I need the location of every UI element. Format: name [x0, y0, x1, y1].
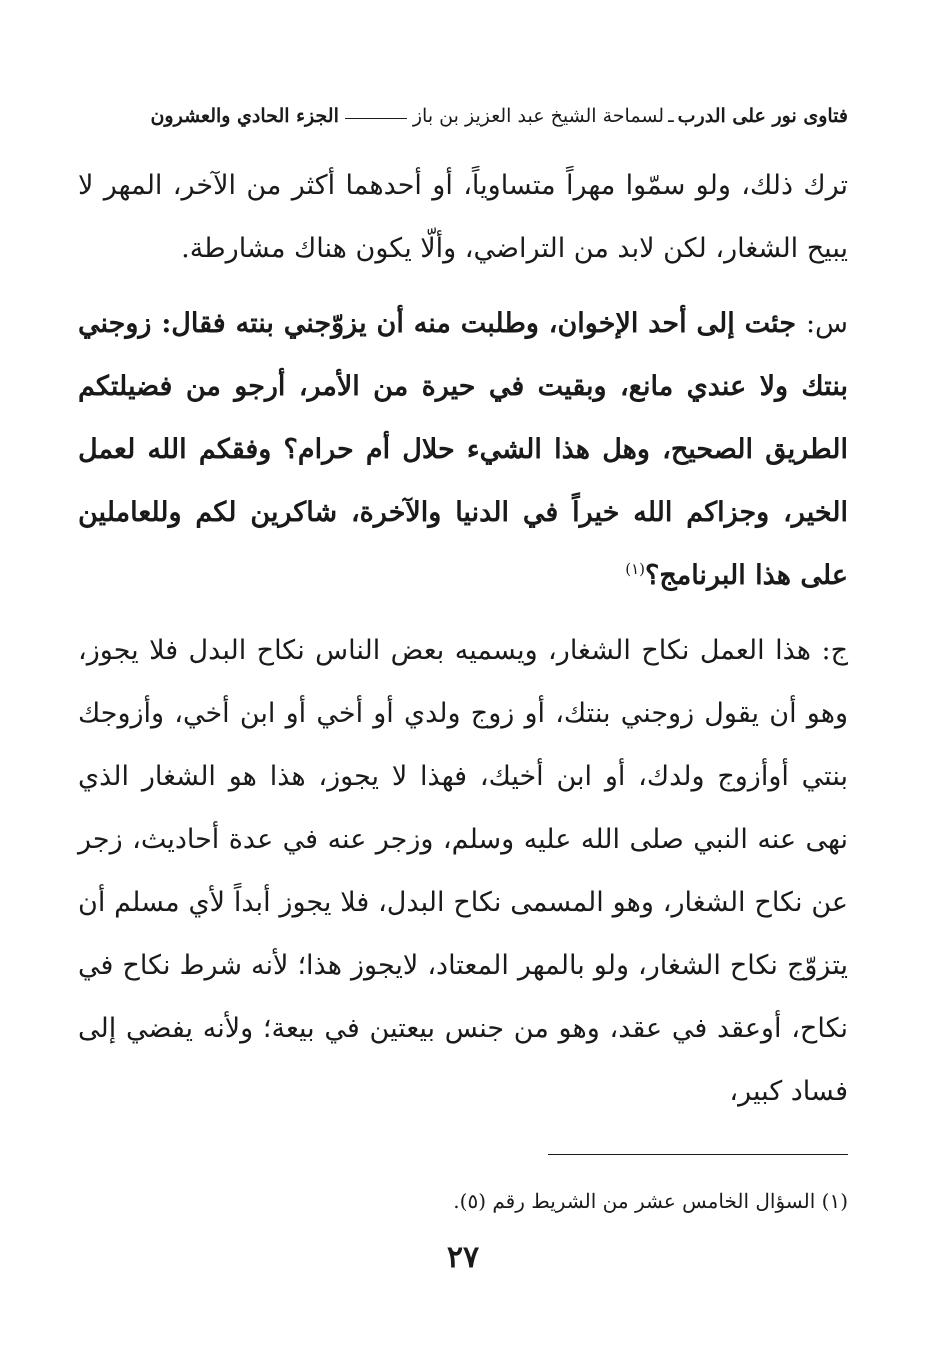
- intro-paragraph: [78, 154, 848, 280]
- question-paragraph: [78, 292, 848, 607]
- footnote: (١) السؤال الخامس عشر من الشريط رقم (٥).: [453, 1189, 848, 1213]
- answer-paragraph: [78, 619, 848, 1123]
- book-title: فتاوى نور على الدرب: [677, 105, 848, 127]
- answer-text: هذا العمل نكاح الشغار، ويسميه بعض الناس نكاح البدل فلا يجوز، وهو أن يقول زوجني بنتك، أو زوج ولدي أو أخي أو ابن أخي، وأزوجك بنتي أوأزوج ولدك، أو ابن أخيك، فهذا لا يجوز، هذا هو الشغار الذي نهى عنه النبي صلى الله عليه وسلم، وزجر عنه في عدة أحاديث، زجر عن نكاح الشغار، وهو المسمى نكاح البدل، فلا يجوز أبداً لأي مسلم أن يتزوّج نكاح الشغار، ولو بالمهر المعتاد، لايجوز هذا؛ لأنه شرط نكاح في نكاح، أوعقد في عقد، وهو من جنس بيعتين في بيعة؛ ولأنه يفضي إلى فساد كبير،: [78, 635, 848, 1107]
- footnote-divider: [548, 1154, 848, 1155]
- question-marker: س:: [805, 308, 848, 339]
- body-text: [78, 154, 848, 1123]
- book-page: [78, 96, 848, 1296]
- author-name: لسماحة الشيخ عبد العزيز بن باز: [412, 105, 665, 127]
- header-rule: [345, 118, 407, 119]
- volume-part: الجزء الحادي والعشرون: [150, 105, 339, 127]
- answer-marker: ج:: [821, 635, 848, 666]
- question-text: جئت إلى أحد الإخوان، وطلبت منه أن يزوّجني بنته فقال: زوجني بنتك ولا عندي مانع، وبقيت في حيرة من الأمر، أرجو من فضيلتكم الطريق الصحيح، وهل هذا الشيء حلال أم حرام؟ وفقكم الله لعمل الخير، وجزاكم الله خيراً في الدنيا والآخرة، شاكرين لكم وللعاملين على هذا البرنامج؟: [78, 308, 848, 591]
- footnote-reference[interactable]: (١): [625, 560, 645, 578]
- intro-text: ترك ذلك، ولو سمّوا مهراً متساوياً، أو أحدهما أكثر من الآخر، المهر لا يبيح الشغار، لكن لابد من التراضي، وألّا يكون هناك مشارطة.: [78, 170, 848, 264]
- running-header: [78, 96, 848, 136]
- header-separator: ـ: [668, 105, 674, 127]
- page-number: ٢٧: [446, 1240, 480, 1275]
